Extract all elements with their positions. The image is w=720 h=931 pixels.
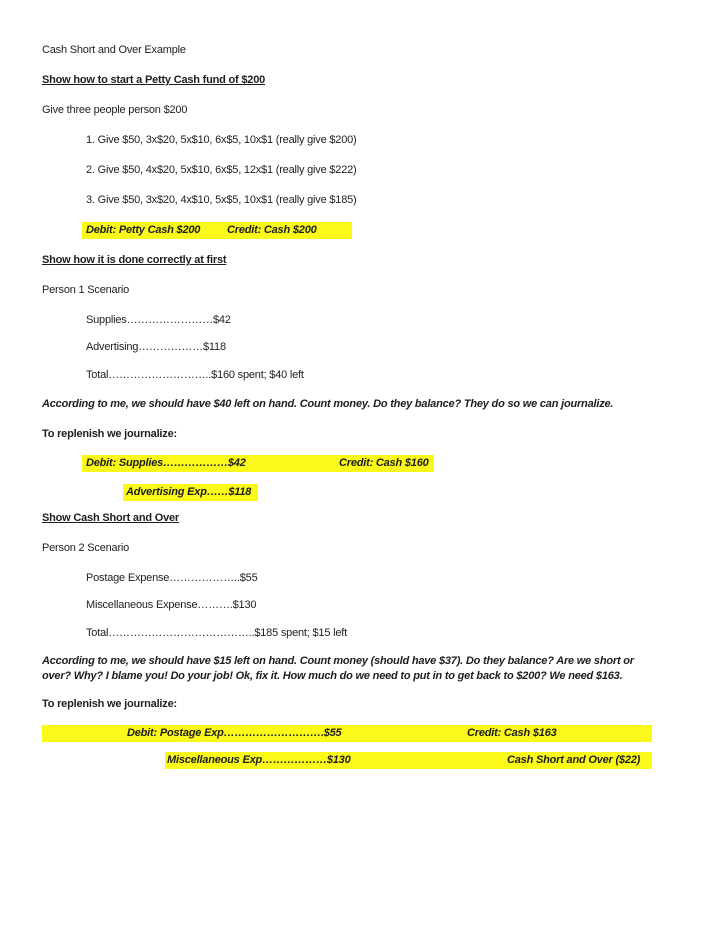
- total-line: Total…………………………………..$185 spent; $15 left: [86, 627, 347, 639]
- section2-scenario: Person 1 Scenario: [42, 284, 130, 296]
- list-item: 2. Give $50, 4x$20, 5x$10, 6x$5, 12x$1 (really give $222): [86, 164, 357, 176]
- section3-debit1: Debit: Postage Exp……………………….$55: [127, 727, 342, 739]
- expense-line: Postage Expense………………..$55: [86, 572, 258, 584]
- section3-heading: Show Cash Short and Over: [42, 512, 180, 524]
- section3-scenario: Person 2 Scenario: [42, 542, 130, 554]
- section3-note-line1: According to me, we should have $15 left on hand. Count money (should have $37). Do they balance? Are we short or: [42, 655, 634, 667]
- expense-line: Miscellaneous Expense……….$130: [86, 599, 257, 611]
- section1-credit-entry: Credit: Cash $200: [227, 224, 317, 236]
- section1-heading: Show how to start a Petty Cash fund of $200: [42, 74, 266, 86]
- total-line: Total………………………..$160 spent; $40 left: [86, 369, 304, 381]
- section2-debit1: Debit: Supplies………………$42: [86, 457, 246, 469]
- section2-heading: Show how it is done correctly at first: [42, 254, 227, 266]
- expense-line: Advertising………………$118: [86, 341, 226, 353]
- list-item: 3. Give $50, 3x$20, 4x$10, 5x$5, 10x$1 (really give $185): [86, 194, 357, 206]
- expense-line: Supplies……………………$42: [86, 314, 231, 326]
- section2-replenish: To replenish we journalize:: [42, 428, 177, 440]
- section3-credit1: Credit: Cash $163: [467, 727, 557, 739]
- section1-debit-entry: Debit: Petty Cash $200: [86, 224, 201, 236]
- section2-note: According to me, we should have $40 left on hand. Count money. Do they balance? They do so we can journalize.: [42, 398, 614, 410]
- list-item: 1. Give $50, 3x$20, 5x$10, 6x$5, 10x$1 (really give $200): [86, 134, 357, 146]
- section2-credit1: Credit: Cash $160: [339, 457, 429, 469]
- section3-debit2: Miscellaneous Exp………………$130: [167, 754, 351, 766]
- section2-debit2: Advertising Exp……$118: [126, 486, 252, 498]
- section3-replenish: To replenish we journalize:: [42, 698, 177, 710]
- section3-note-line2: over? Why? I blame you! Do your job! Ok, fix it. How much do we need to put in to get back to $200? We need $163.: [42, 670, 623, 682]
- section1-intro: Give three people person $200: [42, 104, 188, 116]
- document-title: Cash Short and Over Example: [42, 44, 186, 56]
- section3-credit2: Cash Short and Over ($22): [507, 754, 641, 766]
